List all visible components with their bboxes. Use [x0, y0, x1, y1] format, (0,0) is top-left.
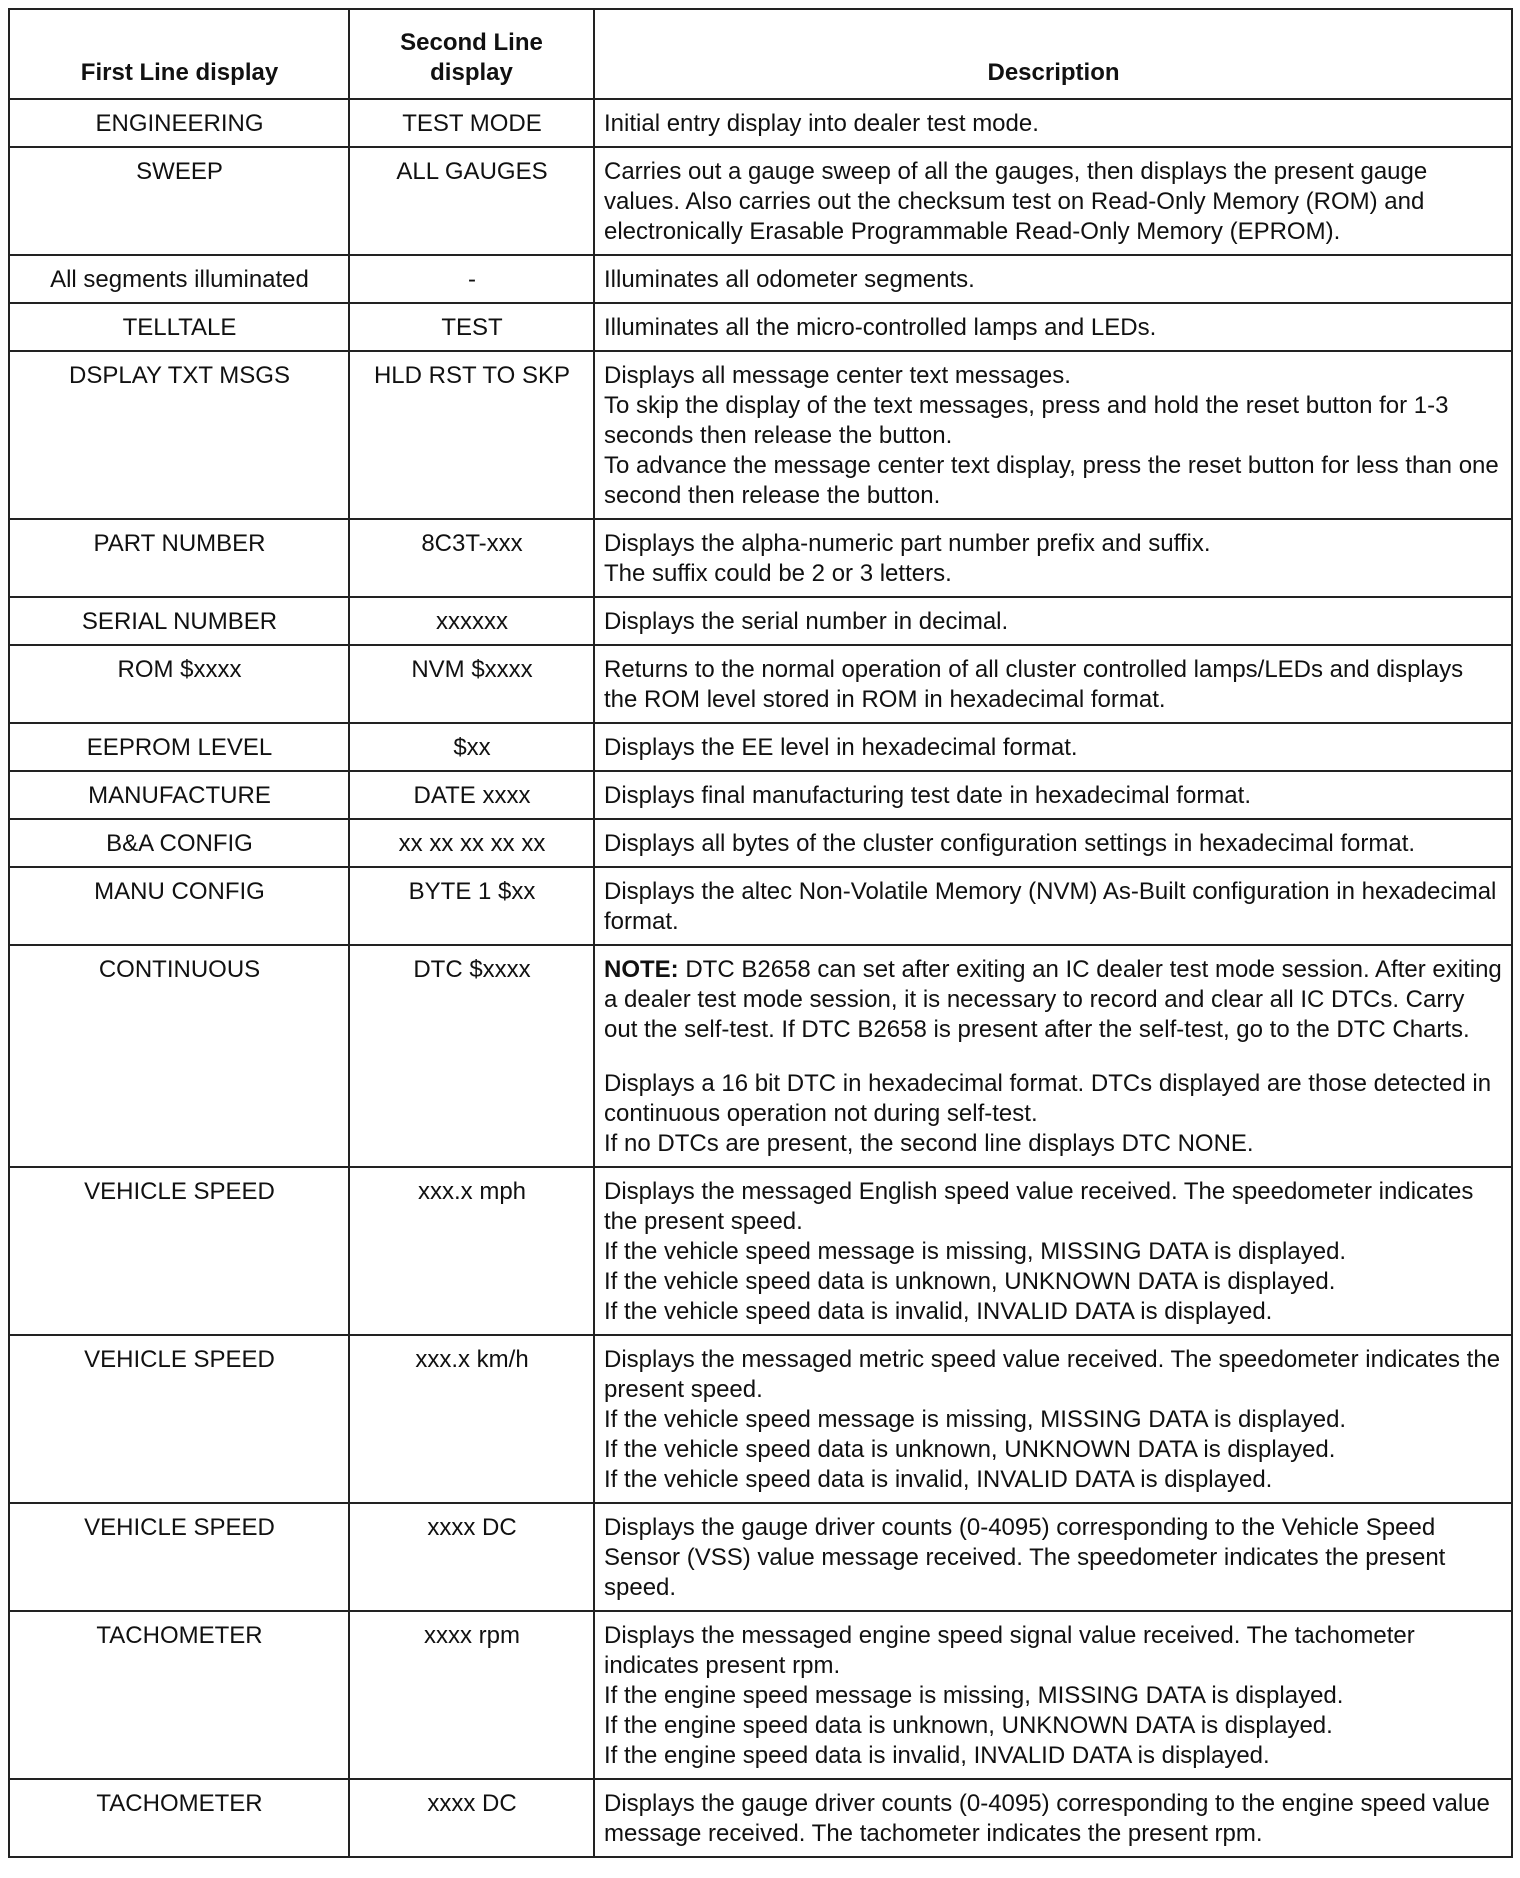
first-line-display-cell: VEHICLE SPEED: [9, 1335, 349, 1503]
description-line: Displays the messaged metric speed value received. The speedometer indicates the present speed.: [604, 1346, 1501, 1403]
table-row: [9, 771, 1512, 819]
description-line: The suffix could be 2 or 3 letters.: [604, 560, 952, 587]
description-line: Illuminates all odometer segments.: [604, 266, 975, 293]
description-cell: [594, 1335, 1512, 1503]
description-line: If the vehicle speed data is invalid, INVALID DATA is displayed.: [604, 1298, 1273, 1325]
second-line-display-cell: xxx.x mph: [349, 1167, 594, 1335]
description-cell: [594, 597, 1512, 645]
table-row: [9, 819, 1512, 867]
second-line-display-cell: TEST: [349, 303, 594, 351]
table-row: [9, 519, 1512, 597]
first-line-display-cell: TACHOMETER: [9, 1611, 349, 1779]
first-line-display-cell: VEHICLE SPEED: [9, 1167, 349, 1335]
first-line-display-cell: DSPLAY TXT MSGS: [9, 351, 349, 519]
description-line: If the vehicle speed data is unknown, UNKNOWN DATA is displayed.: [604, 1268, 1336, 1295]
table-row: [9, 1779, 1512, 1857]
table-row: [9, 1167, 1512, 1335]
description-line: Displays the messaged English speed value received. The speedometer indicates the present speed.: [604, 1178, 1474, 1235]
first-line-display-cell: VEHICLE SPEED: [9, 1503, 349, 1611]
description-line: Displays all message center text messages.: [604, 362, 1071, 389]
description-line: Returns to the normal operation of all cluster controlled lamps/LEDs and displays the ROM level stored in ROM in hexadecimal format.: [604, 656, 1464, 713]
description-line: Displays the gauge driver counts (0-4095) corresponding to the Vehicle Speed Sensor (VSS) value message received. The speedometer indicates the present speed.: [604, 1514, 1446, 1601]
description-cell: [594, 303, 1512, 351]
description-line: Displays a 16 bit DTC in hexadecimal format. DTCs displayed are those detected in continuous operation not during self-test.: [604, 1070, 1492, 1127]
second-line-display-cell: ALL GAUGES: [349, 147, 594, 255]
description-line: If the vehicle speed data is unknown, UNKNOWN DATA is displayed.: [604, 1436, 1336, 1463]
second-line-display-cell: DATE xxxx: [349, 771, 594, 819]
table-row: [9, 723, 1512, 771]
second-line-display-cell: xx xx xx xx xx: [349, 819, 594, 867]
dealer-test-mode-table: [8, 8, 1513, 1858]
description-line: Displays the serial number in decimal.: [604, 608, 1009, 635]
note-text: DTC B2658 can set after exiting an IC dealer test mode session. After exiting a dealer test mode session, it is necessary to record and clear all IC DTCs. Carry out the self-test. If DTC B2658 is present after the self-test, go to the DTC Charts.: [604, 956, 1502, 1043]
first-line-display-cell: TACHOMETER: [9, 1779, 349, 1857]
second-line-display-cell: 8C3T-xxx: [349, 519, 594, 597]
second-line-display-cell: xxxxxx: [349, 597, 594, 645]
description-line: If the vehicle speed message is missing, MISSING DATA is displayed.: [604, 1406, 1347, 1433]
first-line-display-cell: MANUFACTURE: [9, 771, 349, 819]
description-line: Illuminates all the micro-controlled lamps and LEDs.: [604, 314, 1157, 341]
description-cell: [594, 1779, 1512, 1857]
description-cell: [594, 645, 1512, 723]
table-row: [9, 255, 1512, 303]
first-line-display-cell: MANU CONFIG: [9, 867, 349, 945]
description-line: If the vehicle speed message is missing, MISSING DATA is displayed.: [604, 1238, 1347, 1265]
description-line: If the engine speed data is unknown, UNKNOWN DATA is displayed.: [604, 1712, 1333, 1739]
description-cell: [594, 867, 1512, 945]
second-line-display-cell: TEST MODE: [349, 99, 594, 147]
description-cell: [594, 819, 1512, 867]
description-line: If the vehicle speed data is invalid, INVALID DATA is displayed.: [604, 1466, 1273, 1493]
table-row: [9, 1611, 1512, 1779]
first-line-display-cell: TELLTALE: [9, 303, 349, 351]
description-line: If the engine speed data is invalid, INVALID DATA is displayed.: [604, 1742, 1270, 1769]
second-line-display-cell: xxxx DC: [349, 1779, 594, 1857]
description-line: Displays all bytes of the cluster configuration settings in hexadecimal format.: [604, 830, 1416, 857]
first-line-display-cell: EEPROM LEVEL: [9, 723, 349, 771]
description-line: Displays the alpha-numeric part number prefix and suffix.: [604, 530, 1211, 557]
description-line: Displays the EE level in hexadecimal format.: [604, 734, 1078, 761]
description-line: Displays the gauge driver counts (0-4095) corresponding to the engine speed value message received. The tachometer indicates the present rpm.: [604, 1790, 1490, 1847]
description-cell: [594, 1503, 1512, 1611]
description-line: Displays final manufacturing test date in hexadecimal format.: [604, 782, 1251, 809]
description-cell: [594, 723, 1512, 771]
table-header-row: [9, 9, 1512, 99]
table-row: [9, 303, 1512, 351]
first-line-display-cell: CONTINUOUS: [9, 945, 349, 1167]
description-cell: [594, 1611, 1512, 1779]
second-line-display-cell: BYTE 1 $xx: [349, 867, 594, 945]
table-row: [9, 351, 1512, 519]
description-line: Initial entry display into dealer test mode.: [604, 110, 1039, 137]
first-line-display-cell: All segments illuminated: [9, 255, 349, 303]
description-cell: [594, 519, 1512, 597]
description-line: If the engine speed message is missing, MISSING DATA is displayed.: [604, 1682, 1344, 1709]
description-line: To advance the message center text display, press the reset button for less than one second then release the button.: [604, 452, 1499, 509]
header-first-line-display: First Line display: [9, 9, 349, 99]
header-second-line-display: Second Line display: [349, 9, 594, 99]
description-line: Displays the messaged engine speed signal value received. The tachometer indicates present rpm.: [604, 1622, 1415, 1679]
second-line-display-cell: xxx.x km/h: [349, 1335, 594, 1503]
table-row: [9, 645, 1512, 723]
description-cell: [594, 771, 1512, 819]
description-cell: [594, 351, 1512, 519]
second-line-display-cell: HLD RST TO SKP: [349, 351, 594, 519]
table-row: [9, 1503, 1512, 1611]
first-line-display-cell: ENGINEERING: [9, 99, 349, 147]
table-row: [9, 867, 1512, 945]
first-line-display-cell: B&A CONFIG: [9, 819, 349, 867]
table-row: [9, 1335, 1512, 1503]
table-row: [9, 99, 1512, 147]
second-line-display-cell: NVM $xxxx: [349, 645, 594, 723]
table-row: [9, 945, 1512, 1167]
description-line: Displays the altec Non-Volatile Memory (NVM) As-Built configuration in hexadecimal format.: [604, 878, 1497, 935]
description-cell: [594, 1167, 1512, 1335]
note-paragraph: [604, 955, 1503, 1045]
second-line-display-cell: xxxx rpm: [349, 1611, 594, 1779]
table-row: [9, 597, 1512, 645]
table-row: [9, 147, 1512, 255]
note-label: NOTE:: [604, 956, 679, 983]
second-line-display-cell: xxxx DC: [349, 1503, 594, 1611]
description-cell: [594, 99, 1512, 147]
description-cell: [594, 945, 1512, 1167]
second-line-display-cell: $xx: [349, 723, 594, 771]
description-line: Carries out a gauge sweep of all the gauges, then displays the present gauge values. Also carries out the checksum test on Read-Only Memory (ROM) and electronically Erasable Programmable Read-Only Memory (EPROM).: [604, 158, 1428, 245]
second-line-display-cell: -: [349, 255, 594, 303]
first-line-display-cell: ROM $xxxx: [9, 645, 349, 723]
second-line-display-cell: DTC $xxxx: [349, 945, 594, 1167]
first-line-display-cell: SWEEP: [9, 147, 349, 255]
table-body: [9, 99, 1512, 1857]
first-line-display-cell: PART NUMBER: [9, 519, 349, 597]
header-description: Description: [594, 9, 1512, 99]
description-cell: [594, 255, 1512, 303]
description-cell: [594, 147, 1512, 255]
description-line: If no DTCs are present, the second line displays DTC NONE.: [604, 1130, 1254, 1157]
first-line-display-cell: SERIAL NUMBER: [9, 597, 349, 645]
description-line: To skip the display of the text messages, press and hold the reset button for 1-3 seconds then release the button.: [604, 392, 1449, 449]
